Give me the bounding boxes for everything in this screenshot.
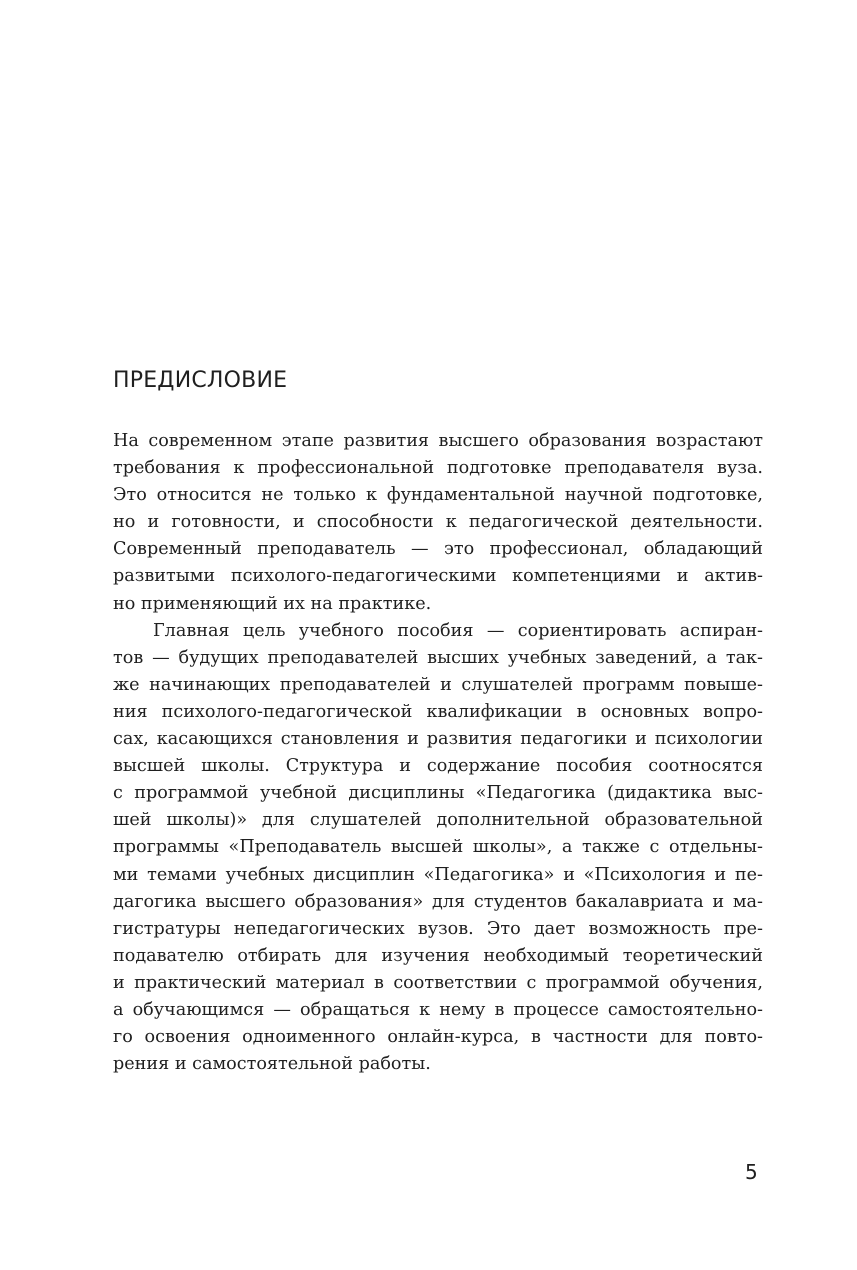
text-line: высшей школы. Структура и содержание пособия соотносятся [113, 756, 763, 777]
text-line: подавателю отбирать для изучения необходимый теоретический [113, 945, 763, 966]
text-line: программы «Преподаватель высшей школы», а также с отдельны- [113, 837, 763, 858]
text-line: а обучающимся — обращаться к нему в процессе самостоятельно- [113, 999, 763, 1020]
text-line: Современный преподаватель — это профессионал, обладающий [113, 539, 763, 560]
text-line: гистратуры непедагогических вузов. Это дает возможность пре- [113, 918, 763, 939]
text-line: шей школы)» для слушателей дополнительной образовательной [113, 810, 763, 831]
text-line: дагогика высшего образования» для студентов бакалавриата и ма- [113, 891, 763, 912]
text-line: ния психолого-педагогической квалификации в основных вопро- [113, 701, 763, 722]
paragraph-2 [113, 618, 763, 1079]
text-line: требования к профессиональной подготовке преподавателя вуза. [113, 458, 763, 479]
text-line: Главная цель учебного пособия — сориентировать аспиран- [153, 620, 763, 641]
text-line: же начинающих преподавателей и слушателей программ повыше- [113, 674, 763, 695]
text-line: сах, касающихся становления и развития педагогики и психологии [113, 729, 763, 750]
text-line: и практический материал в соответствии с программой обучения, [113, 972, 763, 993]
paragraph-1 [113, 428, 763, 618]
text-line: го освоения одноименного онлайн-курса, в частности для повто- [113, 1027, 763, 1048]
page-number: 5 [745, 1160, 758, 1184]
text-line: рения и самостоятельной работы. [113, 1054, 431, 1075]
text-line: развитыми психолого-педагогическими компетенциями и актив- [113, 566, 763, 587]
text-line: с программой учебной дисциплины «Педагогика (дидактика выс- [113, 783, 763, 804]
preface-body [113, 428, 763, 1078]
text-line: но и готовности, и способности к педагогической деятельности. [113, 512, 763, 533]
text-line: Это относится не только к фундаментальной научной подготовке, [113, 485, 763, 506]
text-line: На современном этапе развития высшего образования возрастают [113, 431, 763, 451]
section-heading: ПРЕДИСЛОВИЕ [113, 368, 288, 393]
text-line: тов — будущих преподавателей высших учебных заведений, а так- [113, 647, 763, 668]
text-line: но применяющий их на практике. [113, 593, 432, 614]
text-line: ми темами учебных дисциплин «Педагогика» и «Психология и пе- [113, 864, 763, 885]
